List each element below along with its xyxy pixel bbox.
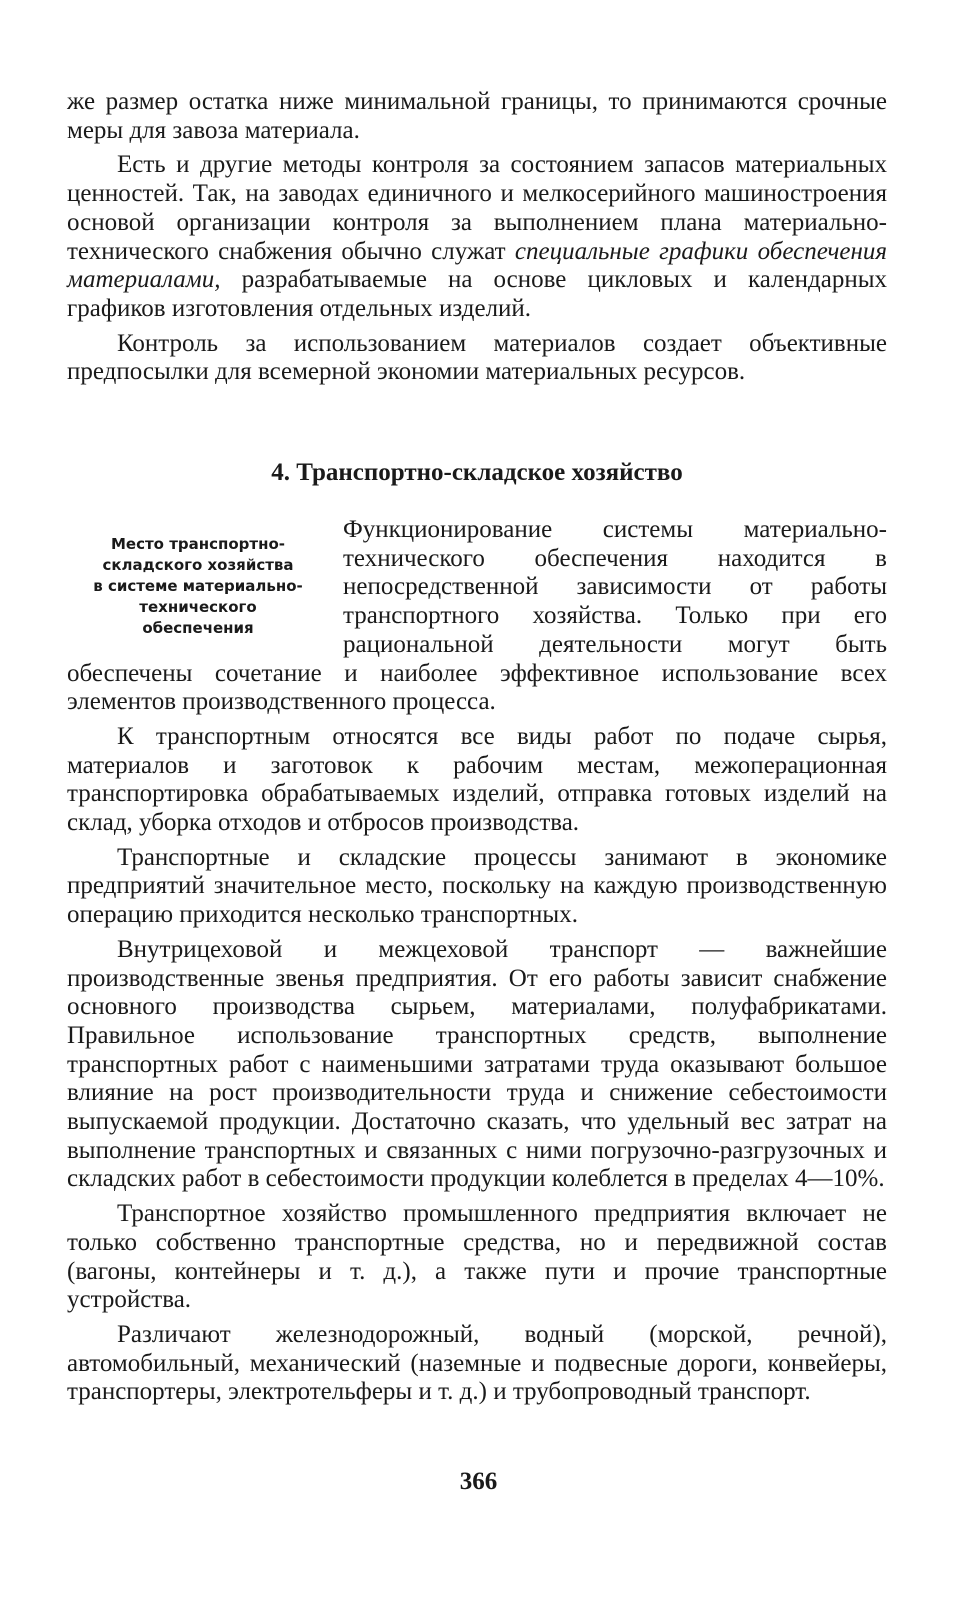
- paragraph-transport-kinds: Различают железнодорожный, водный (морской, речной), автомобильный, механический (наземные и подвесные дороги, конвейеры, транспортеры, электротельферы и т. д.) и трубопроводный транспорт.: [67, 1320, 887, 1406]
- section-body: [67, 516, 887, 1407]
- section-heading: 4. Транспортно-складское хозяйство: [271, 459, 683, 486]
- side-heading-line: в системе материально-: [93, 577, 303, 595]
- paragraph-control-methods: [67, 151, 887, 323]
- paragraph-processes: Транспортные и складские процессы занимают в экономике предприятий значительное место, поскольку на каждую производственную операцию приходится несколько транспортных.: [67, 843, 887, 929]
- side-heading-line: складского хозяйства: [102, 556, 294, 574]
- section-heading-wrap: [67, 458, 887, 488]
- side-heading-line: технического: [139, 598, 257, 616]
- paragraph-text: Есть и другие методы контроля за состоянием запасов материальных ценностей. Так, на заводах единичного и мелкосерийного машиностроения основой организации контроля за выполнением плана материально-технического снабжения обычно служат: [67, 151, 887, 265]
- paragraph-usage-control: Контроль за использованием материалов создает объективные предпосылки для всемерной экономии материальных ресурсов.: [67, 329, 887, 386]
- paragraph-internal-transport: Внутрицеховой и межцеховой транспорт — важнейшие производственные звенья предприятия. От его работы зависит снабжение основного производства сырьем, материалами, полуфабрикатами. Правильное использование транспортных средств, выполнение транспортных работ с наименьшими затратами труда оказывают большое влияние на рост производительности труда и снижение себестоимости выпускаемой продукции. Достаточно сказать, что удельный вес затрат на выполнение транспортных и связанных с ними погрузочно-разгрузочных и складских работ в себестоимости продукции колеблется в пределах 4—10%.: [67, 935, 887, 1193]
- side-heading-line: Место транспортно-: [110, 535, 286, 553]
- paragraph-continuation: же размер остатка ниже минимальной границы, то принимаются срочные меры для завоза материала.: [67, 88, 887, 144]
- side-heading: [67, 534, 329, 639]
- paragraph-transport-economy: Транспортное хозяйство промышленного предприятия включает не только собственно транспортные средства, но и передвижной состав (вагоны, контейнеры и т. д.), а также пути и прочие транспортные устройства.: [67, 1200, 887, 1314]
- emphasized-term: специальные графики обеспечения материалами,: [67, 237, 888, 294]
- paragraph-transport-types: К транспортным относятся все виды работ по подаче сырья, материалов и заготовок к рабочим местам, межоперационная транспортировка обрабатываемых изделий, отправка готовых изделий на склад, уборка отходов и отбросов производства.: [67, 722, 887, 837]
- paragraph-functioning: Функционирование системы материально-технического обеспечения находится в непосредственной зависимости от работы транспортного хозяйства. Только при его рациональной деятельности могут быть обеспечены сочетание и наиболее эффективное использование всех элементов производственного процесса.: [67, 516, 887, 716]
- page-number: 366: [459, 1468, 498, 1495]
- side-heading-line: обеспечения: [142, 619, 254, 637]
- top-text-block: [67, 88, 887, 387]
- paragraph-text: разрабатываемые на основе цикловых и календарных графиков изготовления отдельных изделий.: [67, 266, 887, 322]
